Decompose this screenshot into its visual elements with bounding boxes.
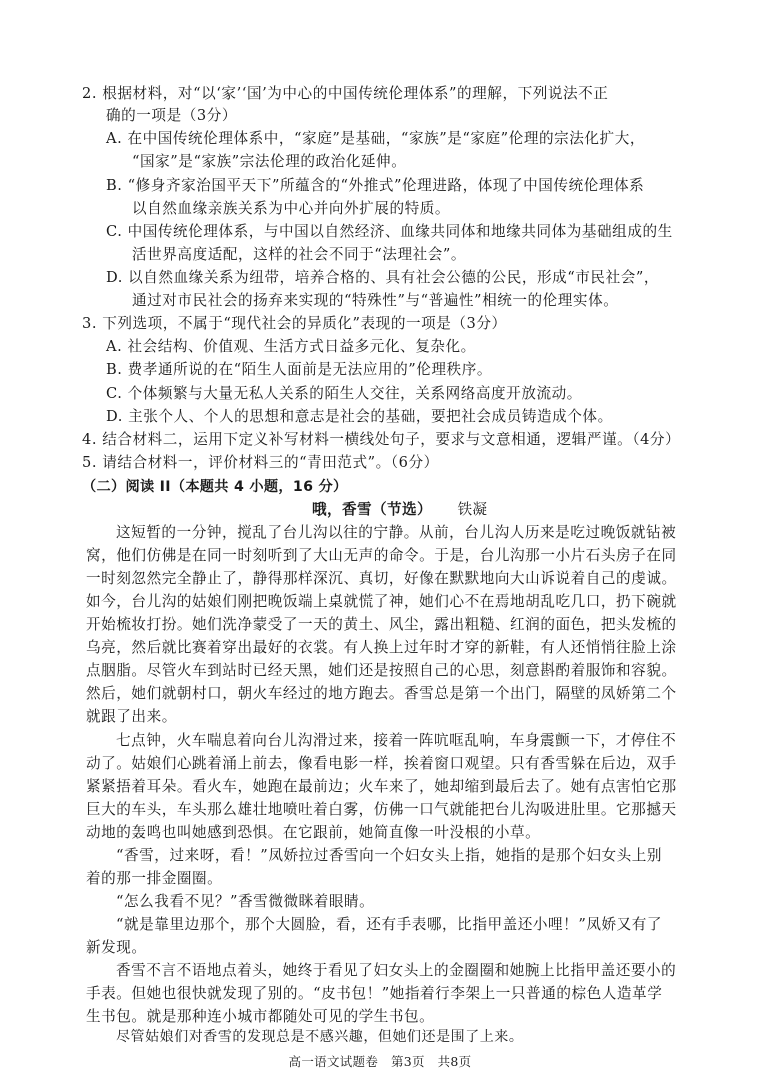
passage-line: 动地的轰鸣也叫她感到恐惧。在它跟前，她简直像一叶没根的小草。	[86, 824, 541, 841]
passage-line: 香雪不言不语地点着头，她终于看见了妇女头上的金圈圈和她腕上比指甲盖还要小的	[116, 962, 677, 979]
q3-option-c: C. 个体频繁与大量无私人关系的陌生人交往，关系网络高度开放流动。	[106, 385, 582, 402]
passage-line: 紧紧捂着耳朵。看火车，她跑在最前边；火车来了，她却缩到最后去了。她有点害怕它那	[86, 778, 677, 795]
passage-line: 生书包。就是那种连小城市都随处可见的学生书包。	[86, 1008, 435, 1025]
q2-option-b-line1: B. “修身齐家治国平天下”所蕴含的“外推式”伦理进路，体现了中国传统伦理体系	[106, 177, 645, 194]
passage-line: 新发现。	[86, 939, 147, 956]
q2-option-c-line2: 活世界高度适配，这样的社会不同于“法理社会”。	[132, 246, 467, 263]
passage-line: 七点钟，火车喘息着向台儿沟滑过来，接着一阵吭哐乱响，车身震颤一下，才停住不	[116, 732, 677, 749]
q3-option-d: D. 主张个人、个人的思想和意志是社会的基础，要把社会成员铸造成个体。	[106, 408, 613, 425]
page-footer: 高一语文试题卷 第3页 共8页	[288, 1054, 472, 1069]
section-heading: （二）阅读 II（本题共 4 小题，16 分）	[82, 479, 348, 495]
q2-stem-line2: 确的一项是（3分）	[106, 107, 237, 124]
q4-stem: 4. 结合材料二，运用下定义补写材料一横线处句子，要求与文意相通，逻辑严谨。（4分）	[82, 431, 681, 448]
q2-option-d-line1: D. 以自然血缘关系为纽带，培养合格的、具有社会公德的公民，形成“市民社会”，	[106, 269, 660, 286]
q5-stem: 5. 请结合材料一，评价材料三的“青田范式”。（6分）	[82, 454, 439, 471]
passage-title-row	[312, 500, 487, 520]
q2-option-d-line2: 通过对市民社会的扬弃来实现的“特殊性”与“普遍性”相统一的伦理实体。	[132, 292, 619, 309]
passage-line: 尽管姑娘们对香雪的发现总是不感兴趣，但她们还是围了上来。	[116, 1029, 524, 1045]
q2-stem-line1: 2. 根据材料，对“以‘家’‘国’为中心的中国传统伦理体系”的理解，下列说法不正	[82, 85, 609, 102]
q2-option-a-line1: A. 在中国传统伦理体系中，“家庭”是基础，“家族”是“家庭”伦理的宗法化扩大，	[106, 130, 645, 147]
q2-option-c-line1: C. 中国传统伦理体系，与中国以自然经济、血缘共同体和地缘共同体为基础组成的生	[106, 223, 673, 240]
passage-line: 巨大的车头，车头那么雄壮地喷吐着白雾，仿佛一口气就能把台儿沟吸进肚里。它那撼天	[86, 801, 677, 818]
passage-author: 铁凝	[457, 501, 488, 518]
passage-line: 这短暂的一分钟，搅乱了台儿沟以往的宁静。从前，台儿沟人历来是吃过晚饭就钻被	[116, 524, 677, 541]
passage-line: 一时刻忽然完全静止了，静得那样深沉、真切，好像在默默地向大山诉说着自己的虔诚。	[86, 570, 677, 587]
passage-line: 就跟了出来。	[86, 708, 177, 725]
passage-line: 如今，台儿沟的姑娘们刚把晚饭端上桌就慌了神，她们心不在焉地胡乱吃几口，扔下碗就	[86, 593, 677, 610]
passage-line: 着的那一排金圈圈。	[86, 870, 223, 887]
passage-line: 窝，他们仿佛是在同一时刻听到了大山无声的命令。于是，台儿沟那一小片石头房子在同	[86, 547, 677, 564]
passage-line: 然后，她们就朝村口，朝火车经过的地方跑去。香雪总是第一个出门，隔壁的凤娇第二个	[86, 685, 677, 702]
passage-line: 手表。但她也很快就发现了别的。“皮书包！”她指着行李架上一只普通的棕色人造革学	[86, 985, 663, 1002]
passage-line: 点胭脂。尽管火车到站时已经天黑，她们还是按照自己的心思，刻意斟酌着服饰和容貌。	[86, 662, 677, 679]
q2-option-b-line2: 以自然血缘亲族关系为中心并向外扩展的特质。	[132, 200, 451, 217]
passage-line: “香雪，过来呀，看！”凤娇拉过香雪向一个妇女头上指，她指的是那个妇女头上别	[116, 847, 663, 864]
passage-line: 动了。姑娘们心跳着涌上前去，像看电影一样，挨着窗口观望。只有香雪躲在后边，双手	[86, 755, 677, 772]
q3-option-b: B. 费孝通所说的在“陌生人面前是无法应用的”伦理秩序。	[106, 361, 492, 378]
passage-line: 乌亮，然后就比赛着穿出最好的衣裳。有人换上过年时才穿的新鞋，有人还悄悄往脸上涂	[86, 639, 677, 656]
passage-line: “怎么我看不见？”香雪微微眯着眼睛。	[116, 893, 375, 910]
q2-option-a-line2: “国家”是“家族”宗法伦理的政治化延伸。	[132, 153, 407, 170]
passage-line: 开始梳妆打扮。她们洗净蒙受了一天的黄土、风尘，露出粗糙、红润的面色，把头发梳的	[86, 616, 677, 633]
q3-stem: 3. 下列选项，不属于“现代社会的异质化”表现的一项是（3分）	[82, 315, 507, 332]
passage-line: “就是靠里边那个，那个大圆脸，看，还有手表哪，比指甲盖还小哩！”凤娇又有了	[116, 916, 663, 933]
q3-option-a: A. 社会结构、价值观、生活方式日益多元化、复杂化。	[106, 338, 476, 355]
passage-title: 哦，香雪（节选）	[312, 501, 432, 518]
